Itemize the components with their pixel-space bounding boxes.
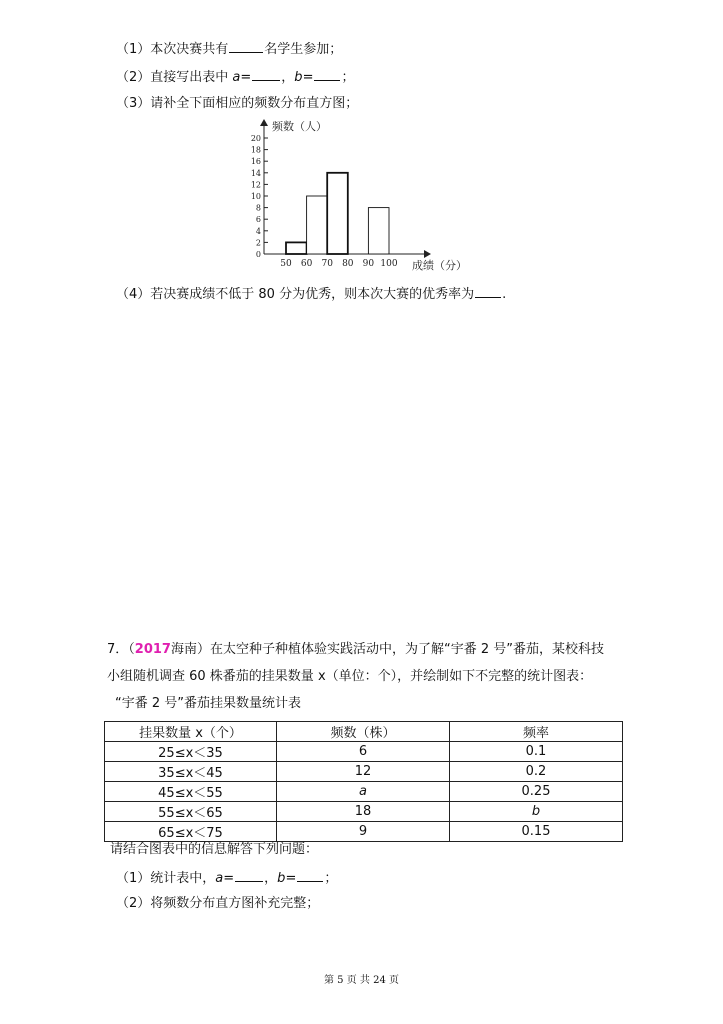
q7-part1-prefix: （1）统计表中， (116, 871, 216, 886)
y-tick-label: 16 (250, 157, 261, 167)
answer-blank-b[interactable] (314, 68, 340, 81)
answer-blank[interactable] (475, 285, 501, 298)
histogram-bar (307, 196, 328, 254)
x-tick-label: 90 (362, 259, 375, 269)
table-cell: 18 (277, 802, 450, 822)
table-cell: 0.2 (450, 762, 623, 782)
y-tick-label: 10 (250, 192, 261, 201)
y-tick-label: 18 (250, 145, 261, 155)
semicolon: ； (341, 70, 355, 85)
q7-intro-line2: 小组随机调查 60 株番茄的挂果数量 x（单位：个），并绘制如下不完整的统计图表： (107, 669, 593, 684)
table-header: 挂果数量 x（个） (105, 722, 277, 742)
q6-part1-suffix: 名学生参加； (264, 42, 343, 57)
var-b: b (294, 70, 303, 85)
var-a: a (215, 871, 224, 886)
var-a: a (232, 70, 241, 85)
source-year: 2017 (134, 642, 171, 657)
histogram-bar (368, 208, 389, 254)
table-cell: 9 (277, 822, 450, 842)
q6-part4-prefix: （4）若决赛成绩不低于 80 分为优秀，则本次大赛的优秀率为 (116, 287, 475, 302)
q6-part3: （3）请补全下面相应的频数分布直方图； (116, 96, 359, 111)
answer-blank-b[interactable] (297, 869, 323, 882)
q6-part2-prefix: （2）直接写出表中 (116, 70, 233, 85)
table-cell: a (277, 782, 450, 802)
q7-intro-line1 (107, 642, 604, 658)
var-b: b (277, 871, 286, 886)
table-cell: 55≤x＜65 (105, 802, 277, 822)
answer-blank-a[interactable] (252, 68, 280, 81)
table-cell: b (450, 802, 623, 822)
y-tick-label: 0 (255, 250, 261, 259)
table-row (105, 802, 623, 822)
y-tick-label: 4 (255, 226, 261, 236)
y-tick-label: 14 (250, 168, 261, 178)
table-cell: 65≤x＜75 (105, 822, 277, 842)
histogram-bar (286, 242, 307, 254)
table-cell: 25≤x＜35 (105, 742, 277, 762)
table-title: “宇番 2 号”番茄挂果数量统计表 (115, 696, 302, 711)
x-axis-label: 成绩（分） (412, 259, 467, 272)
q7-part1 (116, 869, 337, 887)
q7-part2: （2）将频数分布直方图补充完整； (116, 896, 320, 911)
answer-blank-a[interactable] (235, 869, 263, 882)
y-tick-label: 20 (250, 134, 261, 143)
q7-intro-text: 海南）在太空种子种植体验实践活动中，为了解“宇番 2 号”番茄，某校科技 (170, 642, 604, 657)
x-axis-arrow (424, 250, 431, 258)
table-header-row (105, 722, 623, 742)
equals-sign: = (223, 871, 235, 886)
table-cell: 0.1 (450, 742, 623, 762)
equals-sign: = (285, 871, 297, 886)
question-number: 7．（ (107, 642, 135, 657)
y-axis-arrow (260, 119, 268, 126)
x-tick-label: 50 (280, 259, 292, 269)
table-row (105, 782, 623, 802)
q7-instruction: 请结合图表中的信息解答下列问题： (110, 842, 319, 857)
table-cell: 12 (277, 762, 450, 782)
semicolon: ； (324, 871, 338, 886)
table-row (105, 762, 623, 782)
y-tick-label: 6 (255, 215, 261, 225)
table-header: 频数（株） (277, 722, 450, 742)
equals-sign: = (240, 70, 252, 85)
x-tick-label: 100 (380, 259, 398, 269)
table-row (105, 742, 623, 762)
histogram-chart (230, 116, 490, 276)
q6-part2 (116, 68, 354, 86)
x-tick-label: 70 (321, 259, 333, 269)
comma: ， (264, 871, 278, 886)
y-tick-label: 2 (255, 238, 261, 248)
table-cell: 6 (277, 742, 450, 762)
x-tick-label: 80 (342, 259, 354, 269)
table-header: 频率 (450, 722, 623, 742)
q6-part4 (116, 285, 506, 303)
table-cell: 45≤x＜55 (105, 782, 277, 802)
table-cell: 0.15 (450, 822, 623, 842)
y-axis-label: 频数（人） (272, 120, 327, 133)
x-tick-label: 60 (300, 259, 313, 269)
statistics-table (104, 721, 623, 842)
equals-sign: = (302, 70, 314, 85)
y-tick-label: 12 (250, 180, 261, 190)
histogram-bar (327, 173, 348, 254)
table-cell: 35≤x＜45 (105, 762, 277, 782)
comma: ， (281, 70, 295, 85)
q6-part4-suffix: . (502, 287, 507, 302)
y-tick-label: 8 (255, 203, 261, 213)
answer-blank[interactable] (229, 40, 263, 53)
table-row (105, 822, 623, 842)
q6-part1-prefix: （1）本次决赛共有 (116, 42, 229, 57)
table-cell: 0.25 (450, 782, 623, 802)
q6-part1 (116, 40, 342, 58)
page-footer: 第 5 页 共 24 页 (324, 975, 399, 986)
